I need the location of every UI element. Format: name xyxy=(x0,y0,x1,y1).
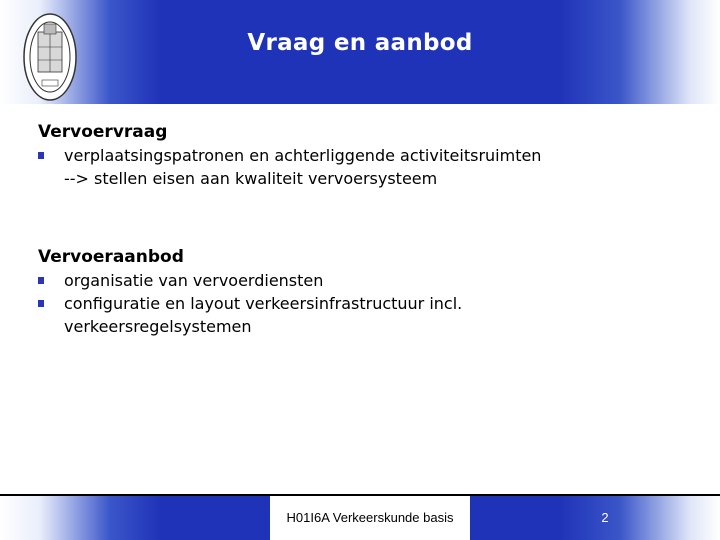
page-number: 2 xyxy=(601,510,609,525)
demand-bullet-1-continuation: --> stellen eisen aan kwaliteit vervoersysteem xyxy=(64,169,438,188)
footer-course-label: H01I6A Verkeerskunde basis xyxy=(286,510,454,525)
bullet-marker xyxy=(38,152,44,159)
slide-title: Vraag en aanbod xyxy=(247,30,473,56)
demand-heading: Vervoervraag xyxy=(38,122,168,142)
supply-bullet-2-continuation: verkeersregelsystemen xyxy=(64,317,252,336)
slide-content xyxy=(38,120,698,338)
bullet-marker xyxy=(38,300,44,307)
demand-bullet-1 xyxy=(38,144,698,167)
supply-bullet-1-text: organisatie van vervoerdiensten xyxy=(64,271,324,290)
supply-bullet-2-text: configuratie en layout verkeersinfrastructuur incl. xyxy=(64,294,463,313)
supply-bullet-1 xyxy=(38,269,698,292)
supply-bullet-2 xyxy=(38,292,698,315)
supply-heading: Vervoeraanbod xyxy=(38,247,184,267)
bullet-marker xyxy=(38,277,44,284)
demand-bullet-1-text: verplaatsingspatronen en achterliggende activiteitsruimten xyxy=(64,146,542,165)
university-seal-icon xyxy=(22,12,78,102)
